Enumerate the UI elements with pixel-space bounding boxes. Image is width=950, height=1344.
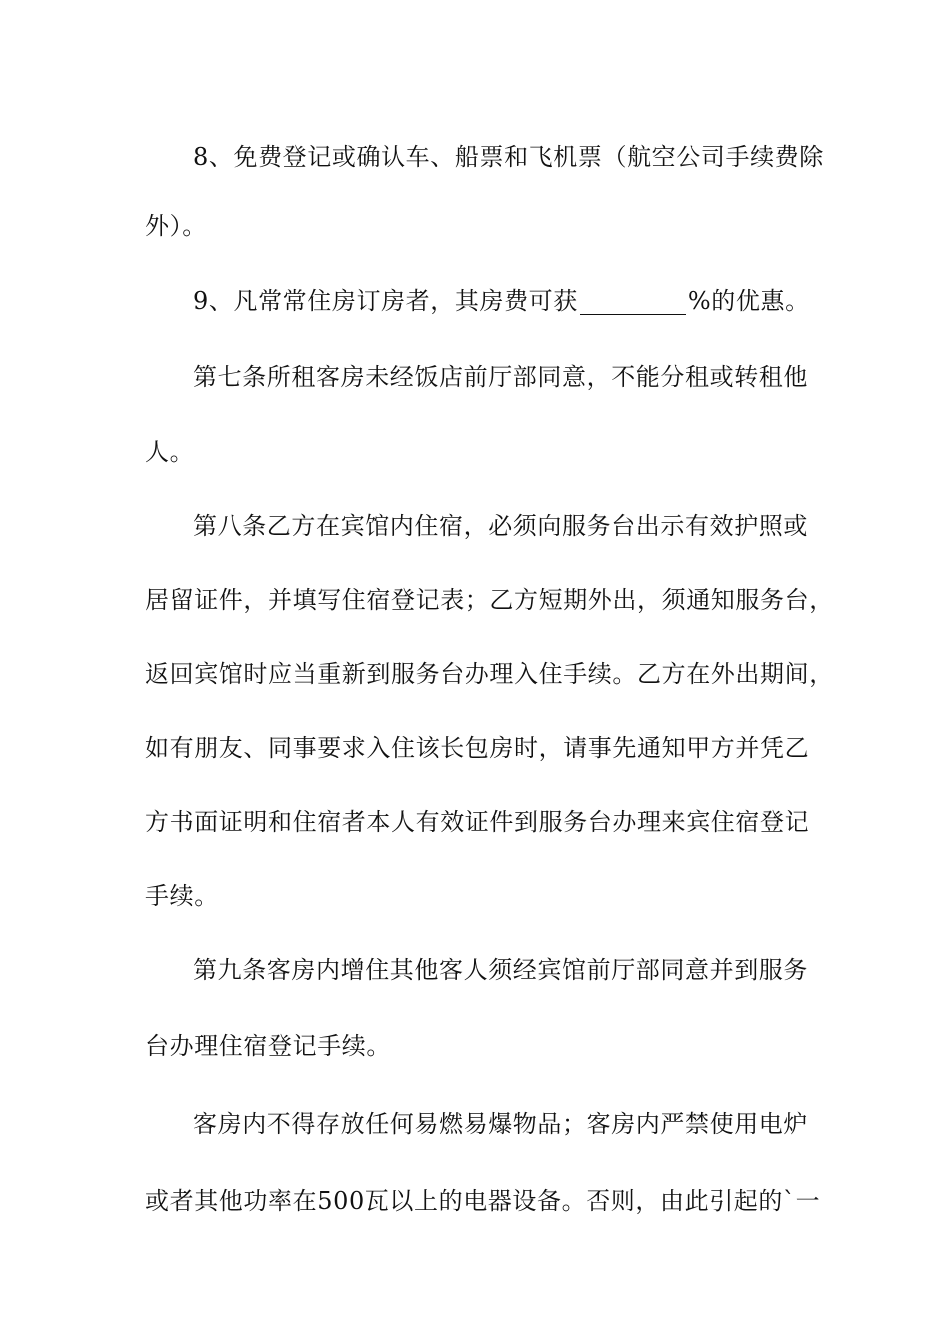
item-9-text: 9、凡常常住房订房者，其房费可获 (193, 287, 578, 315)
item-9-suffix: %的优惠。 (687, 287, 810, 315)
article-8-line-5: 方书面证明和住宿者本人有效证件到服务台办理来宾住宿登记 (145, 808, 810, 836)
article-8-line-6: 手续。 (145, 882, 219, 910)
item-9-line (193, 281, 818, 321)
article-7-line-1: 第七条所租客房未经饭店前厅部同意，不能分租或转租他 (193, 363, 808, 391)
article-8-line-3: 返回宾馆时应当重新到服务台办理入住手续。乙方在外出期间， (145, 660, 834, 688)
article-9-line-2: 台办理住宿登记手续。 (145, 1032, 391, 1060)
discount-blank (580, 284, 686, 315)
article-7-line-2: 人。 (145, 438, 195, 466)
article-9-line-1: 第九条客房内增住其他客人须经宾馆前厅部同意并到服务 (193, 956, 808, 984)
clause-line-2: 或者其他功率在500瓦以上的电器设备。否则，由此引起的`一 (145, 1187, 821, 1215)
article-8-line-2: 居留证件，并填写住宿登记表；乙方短期外出，须通知服务台， (145, 586, 834, 614)
clause-line-1: 客房内不得存放任何易燃易爆物品；客房内严禁使用电炉 (193, 1110, 808, 1138)
article-8-line-1: 第八条乙方在宾馆内住宿，必须向服务台出示有效护照或 (193, 512, 808, 540)
item-8-line-2: 外）。 (145, 212, 207, 240)
item-8-line-1: 8、免费登记或确认车、船票和飞机票（航空公司手续费除 (193, 143, 824, 171)
article-8-line-4: 如有朋友、同事要求入住该长包房时，请事先通知甲方并凭乙 (145, 734, 810, 762)
